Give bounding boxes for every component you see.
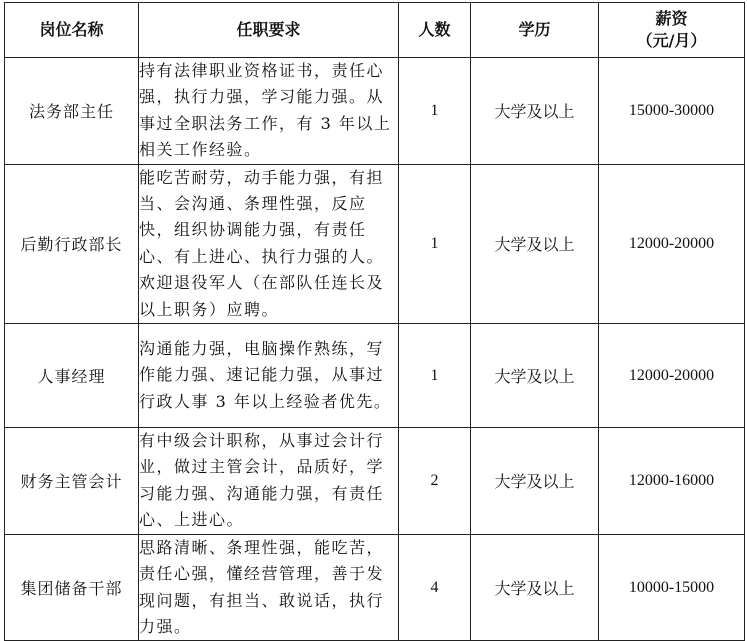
cell-count: 1 [399,164,471,323]
header-salary [599,3,745,58]
cell-count: 2 [399,428,471,535]
table-header-row [5,3,745,58]
cell-count: 1 [399,58,471,165]
cell-count: 4 [399,534,471,641]
header-position: 岗位名称 [5,3,139,58]
cell-salary: 12000-20000 [599,164,745,323]
table-row [5,428,745,535]
cell-salary: 15000-30000 [599,58,745,165]
header-count: 人数 [399,3,471,58]
job-listing-table [4,2,745,641]
table-row [5,58,745,165]
cell-position: 集团储备干部 [5,534,139,641]
cell-requirements: 思路清晰、条理性强，能吃苦，责任心强，懂经营管理，善于发现问题，有担当、敢说话，执行力强。 [139,534,399,641]
cell-salary: 10000-15000 [599,534,745,641]
cell-position: 财务主管会计 [5,428,139,535]
table-row [5,324,745,428]
cell-education: 大学及以上 [471,428,599,535]
header-salary-unit: （元/月） [636,31,707,50]
cell-position: 后勤行政部长 [5,164,139,323]
cell-education: 大学及以上 [471,58,599,165]
header-requirements: 任职要求 [139,3,399,58]
cell-salary: 12000-16000 [599,428,745,535]
cell-count: 1 [399,324,471,428]
cell-education: 大学及以上 [471,164,599,323]
cell-requirements: 有中级会计职称，从事过会计行业，做过主管会计，品质好，学习能力强、沟通能力强，有责任心、上进心。 [139,428,399,535]
header-salary-label: 薪资 [655,9,688,28]
cell-requirements: 能吃苦耐劳，动手能力强，有担当、会沟通、条理性强，反应快，组织协调能力强，有责任心、有上进心、执行力强的人。欢迎退役军人（在部队任连长及以上职务）应聘。 [139,164,399,323]
cell-requirements: 持有法律职业资格证书，责任心强，执行力强，学习能力强。从事过全职法务工作，有 3 年以上相关工作经验。 [139,58,399,165]
cell-position: 人事经理 [5,324,139,428]
cell-education: 大学及以上 [471,534,599,641]
cell-position: 法务部主任 [5,58,139,165]
table-row [5,164,745,323]
cell-salary: 12000-20000 [599,324,745,428]
table-row [5,534,745,641]
cell-requirements: 沟通能力强，电脑操作熟练，写作能力强、速记能力强，从事过行政人事 3 年以上经验者优先。 [139,324,399,428]
cell-education: 大学及以上 [471,324,599,428]
header-education: 学历 [471,3,599,58]
